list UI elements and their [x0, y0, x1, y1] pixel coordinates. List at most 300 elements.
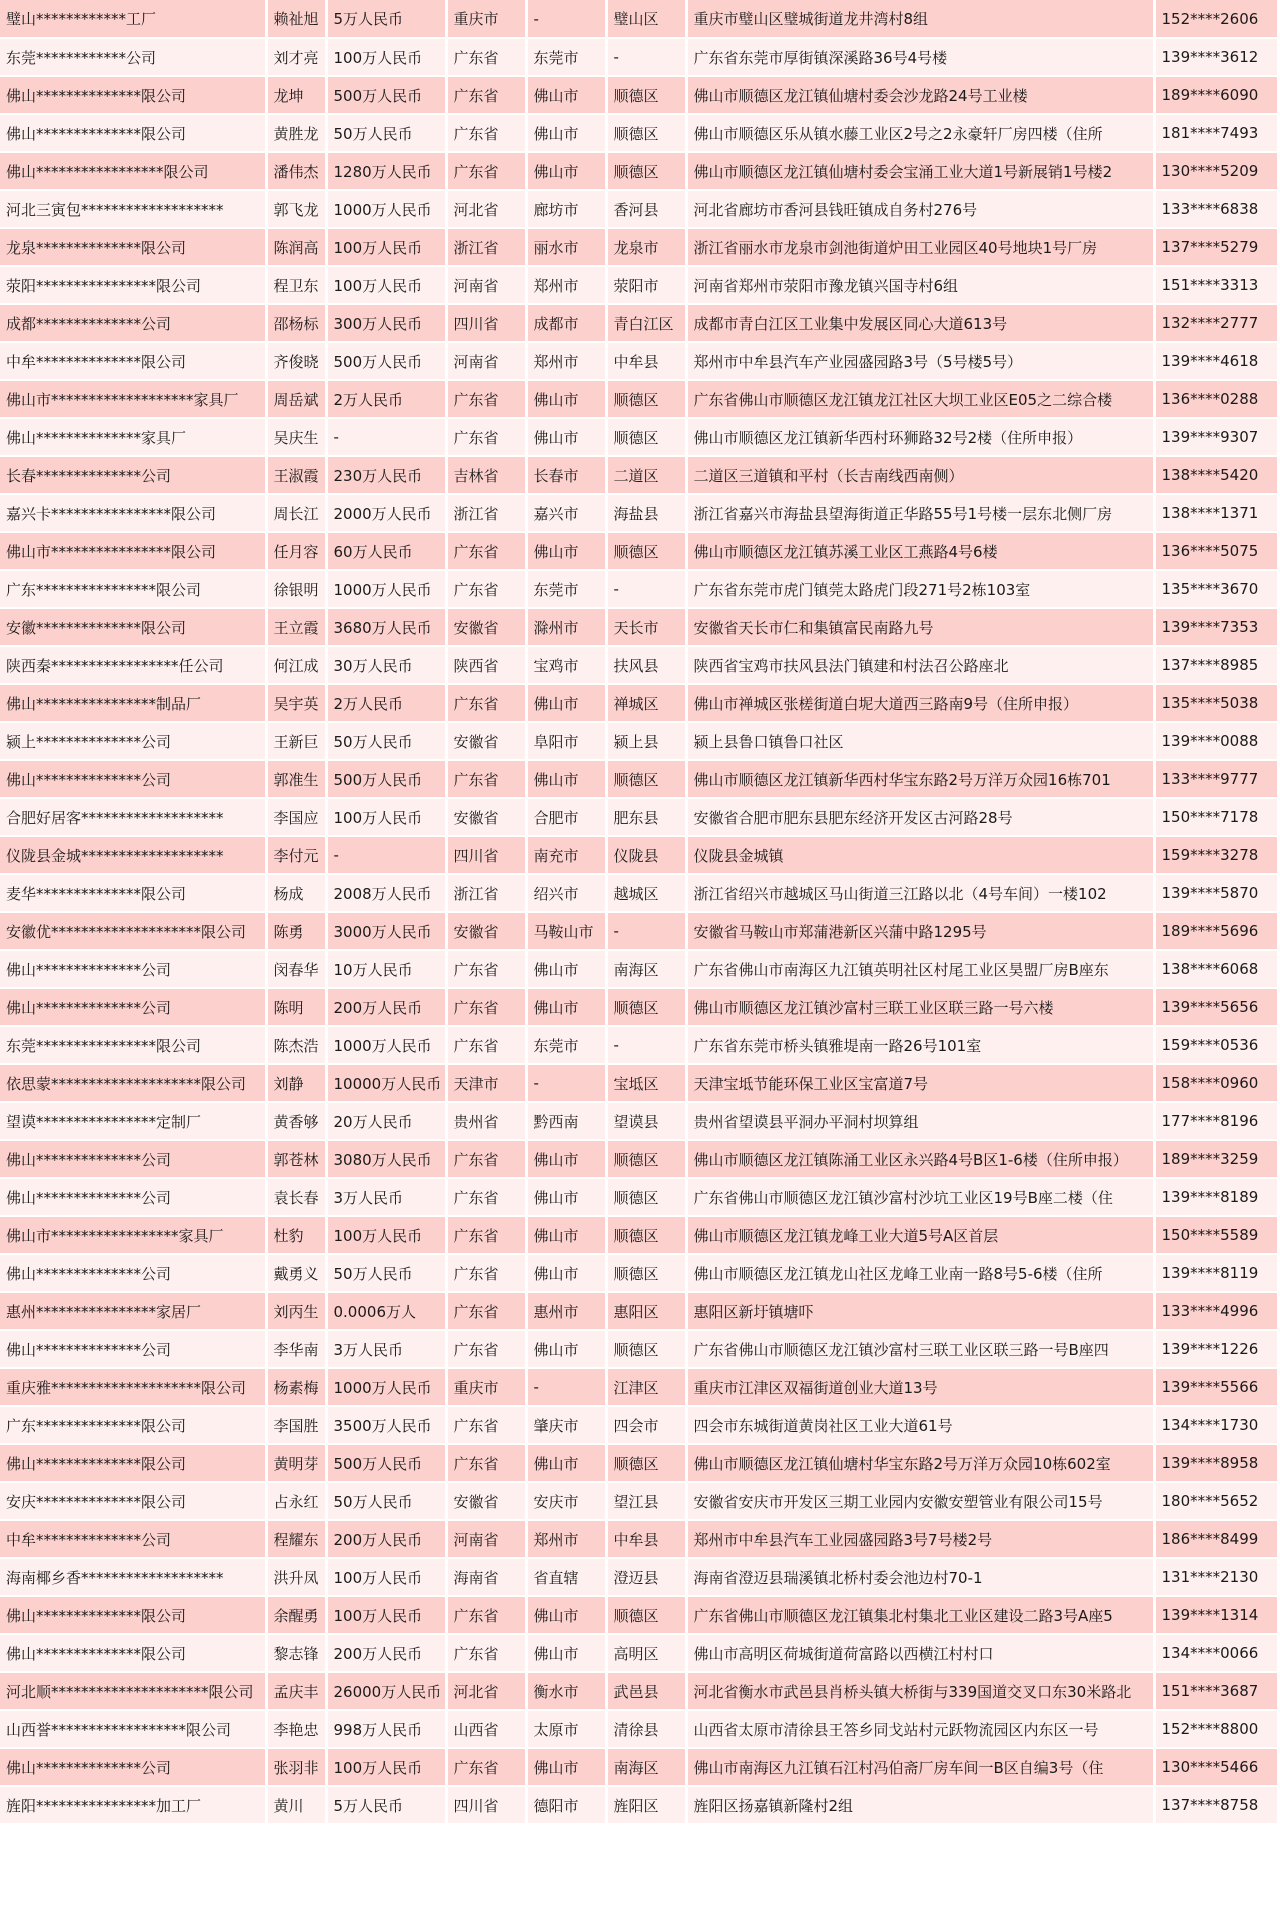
province-cell: 广东省 — [446, 570, 526, 608]
province-cell: 广东省 — [446, 1140, 526, 1178]
table-row — [0, 228, 1277, 266]
legal-rep-cell: 潘伟杰 — [266, 152, 326, 190]
legal-rep-cell: 程卫东 — [266, 266, 326, 304]
table-row — [0, 76, 1277, 114]
registered-capital-cell: 100万人民币 — [326, 1216, 446, 1254]
address-cell: 广东省佛山市顺德区龙江镇龙江社区大坝工业区E05之二综合楼 — [686, 380, 1154, 418]
address-cell: 广东省东莞市虎门镇莞太路虎门段271号2栋103室 — [686, 570, 1154, 608]
legal-rep-cell: 赖祉旭 — [266, 0, 326, 38]
district-cell: 望江县 — [606, 1482, 686, 1520]
address-cell: 山西省太原市清徐县王答乡同戈站村元跃物流园区内东区一号 — [686, 1710, 1154, 1748]
company-name-cell: 璧山************工厂 — [0, 0, 266, 38]
city-cell: 嘉兴市 — [526, 494, 606, 532]
district-cell: 仪陇县 — [606, 836, 686, 874]
district-cell: 顺德区 — [606, 1140, 686, 1178]
district-cell: 肥东县 — [606, 798, 686, 836]
address-cell: 广东省佛山市南海区九江镇英明社区村尾工业区昊盟厂房B座东 — [686, 950, 1154, 988]
city-cell: 佛山市 — [526, 380, 606, 418]
company-name-cell: 东莞************公司 — [0, 38, 266, 76]
city-cell: 佛山市 — [526, 1330, 606, 1368]
city-cell: - — [526, 1064, 606, 1102]
phone-cell: 150****7178 — [1154, 798, 1277, 836]
province-cell: 四川省 — [446, 1786, 526, 1824]
registered-capital-cell: 2008万人民币 — [326, 874, 446, 912]
registered-capital-cell: 3万人民币 — [326, 1330, 446, 1368]
legal-rep-cell: 李国胜 — [266, 1406, 326, 1444]
company-name-cell: 佛山****************制品厂 — [0, 684, 266, 722]
table-row — [0, 1596, 1277, 1634]
city-cell: 佛山市 — [526, 114, 606, 152]
table-row — [0, 38, 1277, 76]
city-cell: 郑州市 — [526, 266, 606, 304]
registered-capital-cell: 3000万人民币 — [326, 912, 446, 950]
phone-cell: 130****5209 — [1154, 152, 1277, 190]
phone-cell: 189****3259 — [1154, 1140, 1277, 1178]
company-name-cell: 佛山**************公司 — [0, 1178, 266, 1216]
city-cell: 省直辖 — [526, 1558, 606, 1596]
company-name-cell: 佛山**************公司 — [0, 1330, 266, 1368]
table-row — [0, 190, 1277, 228]
province-cell: 广东省 — [446, 532, 526, 570]
province-cell: 四川省 — [446, 836, 526, 874]
legal-rep-cell: 齐俊晓 — [266, 342, 326, 380]
city-cell: 衡水市 — [526, 1672, 606, 1710]
registered-capital-cell: 3680万人民币 — [326, 608, 446, 646]
province-cell: 河北省 — [446, 190, 526, 228]
registered-capital-cell: 200万人民币 — [326, 988, 446, 1026]
legal-rep-cell: 余醒勇 — [266, 1596, 326, 1634]
table-row — [0, 532, 1277, 570]
table-row — [0, 722, 1277, 760]
legal-rep-cell: 周长江 — [266, 494, 326, 532]
company-name-cell: 旌阳****************加工厂 — [0, 1786, 266, 1824]
company-name-cell: 惠州****************家居厂 — [0, 1292, 266, 1330]
legal-rep-cell: 任月容 — [266, 532, 326, 570]
city-cell: 成都市 — [526, 304, 606, 342]
phone-cell: 151****3313 — [1154, 266, 1277, 304]
province-cell: 广东省 — [446, 38, 526, 76]
city-cell: 太原市 — [526, 1710, 606, 1748]
city-cell: 德阳市 — [526, 1786, 606, 1824]
district-cell: 顺德区 — [606, 152, 686, 190]
registered-capital-cell: 5万人民币 — [326, 0, 446, 38]
legal-rep-cell: 洪升凤 — [266, 1558, 326, 1596]
table-row — [0, 1634, 1277, 1672]
address-cell: 佛山市顺德区龙江镇沙富村三联工业区联三路一号六楼 — [686, 988, 1154, 1026]
table-row — [0, 1406, 1277, 1444]
province-cell: 贵州省 — [446, 1102, 526, 1140]
company-name-cell: 佛山市*****************家具厂 — [0, 1216, 266, 1254]
district-cell: 望谟县 — [606, 1102, 686, 1140]
registered-capital-cell: 100万人民币 — [326, 1558, 446, 1596]
legal-rep-cell: 李艳忠 — [266, 1710, 326, 1748]
legal-rep-cell: 陈勇 — [266, 912, 326, 950]
province-cell: 广东省 — [446, 988, 526, 1026]
city-cell: 东莞市 — [526, 38, 606, 76]
company-name-cell: 仪陇县金城******************* — [0, 836, 266, 874]
registered-capital-cell: - — [326, 836, 446, 874]
registered-capital-cell: 200万人民币 — [326, 1634, 446, 1672]
registered-capital-cell: 10000万人民币 — [326, 1064, 446, 1102]
district-cell: 香河县 — [606, 190, 686, 228]
company-name-cell: 佛山**************公司 — [0, 1254, 266, 1292]
legal-rep-cell: 刘静 — [266, 1064, 326, 1102]
company-name-cell: 河北三寅包******************* — [0, 190, 266, 228]
table-row — [0, 418, 1277, 456]
registered-capital-cell: 2万人民币 — [326, 380, 446, 418]
table-row — [0, 1482, 1277, 1520]
district-cell: 江津区 — [606, 1368, 686, 1406]
phone-cell: 152****8800 — [1154, 1710, 1277, 1748]
city-cell: 马鞍山市 — [526, 912, 606, 950]
table-row — [0, 1368, 1277, 1406]
phone-cell: 181****7493 — [1154, 114, 1277, 152]
province-cell: 吉林省 — [446, 456, 526, 494]
legal-rep-cell: 黄川 — [266, 1786, 326, 1824]
address-cell: 安徽省马鞍山市郑蒲港新区兴蒲中路1295号 — [686, 912, 1154, 950]
table-row — [0, 1140, 1277, 1178]
district-cell: 顺德区 — [606, 418, 686, 456]
province-cell: 广东省 — [446, 1026, 526, 1064]
registered-capital-cell: 3万人民币 — [326, 1178, 446, 1216]
legal-rep-cell: 黎志锋 — [266, 1634, 326, 1672]
company-name-cell: 安徽**************限公司 — [0, 608, 266, 646]
province-cell: 广东省 — [446, 1216, 526, 1254]
address-cell: 二道区三道镇和平村（长吉南线西南侧） — [686, 456, 1154, 494]
table-row — [0, 950, 1277, 988]
company-name-cell: 合肥好居客******************* — [0, 798, 266, 836]
city-cell: 阜阳市 — [526, 722, 606, 760]
phone-cell: 150****5589 — [1154, 1216, 1277, 1254]
province-cell: 广东省 — [446, 760, 526, 798]
registered-capital-cell: 300万人民币 — [326, 304, 446, 342]
registered-capital-cell: 100万人民币 — [326, 228, 446, 266]
phone-cell: 137****5279 — [1154, 228, 1277, 266]
phone-cell: 189****5696 — [1154, 912, 1277, 950]
province-cell: 河南省 — [446, 266, 526, 304]
registered-capital-cell: 5万人民币 — [326, 1786, 446, 1824]
phone-cell: 139****8189 — [1154, 1178, 1277, 1216]
city-cell: - — [526, 0, 606, 38]
address-cell: 河北省廊坊市香河县钱旺镇成自务村276号 — [686, 190, 1154, 228]
legal-rep-cell: 王新巨 — [266, 722, 326, 760]
address-cell: 仪陇县金城镇 — [686, 836, 1154, 874]
company-name-cell: 佛山**************家具厂 — [0, 418, 266, 456]
address-cell: 浙江省绍兴市越城区马山街道三江路以北（4号车间）一楼102 — [686, 874, 1154, 912]
province-cell: 广东省 — [446, 1444, 526, 1482]
city-cell: 佛山市 — [526, 1216, 606, 1254]
table-row — [0, 760, 1277, 798]
phone-cell: 134****0066 — [1154, 1634, 1277, 1672]
table-row — [0, 304, 1277, 342]
registered-capital-cell: 1000万人民币 — [326, 190, 446, 228]
legal-rep-cell: 杨成 — [266, 874, 326, 912]
district-cell: 顺德区 — [606, 1254, 686, 1292]
province-cell: 广东省 — [446, 1292, 526, 1330]
company-name-cell: 佛山**************公司 — [0, 988, 266, 1026]
phone-cell: 137****8985 — [1154, 646, 1277, 684]
address-cell: 佛山市顺德区龙江镇仙塘村委会沙龙路24号工业楼 — [686, 76, 1154, 114]
address-cell: 浙江省嘉兴市海盐县望海街道正华路55号1号楼一层东北侧厂房 — [686, 494, 1154, 532]
address-cell: 佛山市高明区荷城街道荷富路以西横江村村口 — [686, 1634, 1154, 1672]
district-cell: 璧山区 — [606, 0, 686, 38]
province-cell: 广东省 — [446, 1406, 526, 1444]
phone-cell: 139****8119 — [1154, 1254, 1277, 1292]
phone-cell: 134****1730 — [1154, 1406, 1277, 1444]
city-cell: 佛山市 — [526, 152, 606, 190]
city-cell: 郑州市 — [526, 342, 606, 380]
registered-capital-cell: 50万人民币 — [326, 722, 446, 760]
address-cell: 海南省澄迈县瑞溪镇北桥村委会池边村70-1 — [686, 1558, 1154, 1596]
address-cell: 佛山市顺德区龙江镇新华西村环狮路32号2楼（住所申报） — [686, 418, 1154, 456]
registered-capital-cell: 50万人民币 — [326, 1254, 446, 1292]
address-cell: 安徽省合肥市肥东县肥东经济开发区古河路28号 — [686, 798, 1154, 836]
company-name-cell: 麦华**************限公司 — [0, 874, 266, 912]
company-name-cell: 佛山**************公司 — [0, 760, 266, 798]
district-cell: 青白江区 — [606, 304, 686, 342]
address-cell: 佛山市顺德区龙江镇仙塘村委会宝涌工业大道1号新展销1号楼2 — [686, 152, 1154, 190]
legal-rep-cell: 杨素梅 — [266, 1368, 326, 1406]
table-row — [0, 1330, 1277, 1368]
phone-cell: 133****4996 — [1154, 1292, 1277, 1330]
district-cell: 荥阳市 — [606, 266, 686, 304]
legal-rep-cell: 黄胜龙 — [266, 114, 326, 152]
table-row — [0, 1026, 1277, 1064]
registered-capital-cell: 30万人民币 — [326, 646, 446, 684]
table-row — [0, 1254, 1277, 1292]
address-cell: 陕西省宝鸡市扶风县法门镇建和村法召公路座北 — [686, 646, 1154, 684]
company-name-cell: 荥阳****************限公司 — [0, 266, 266, 304]
table-row — [0, 570, 1277, 608]
city-cell: 佛山市 — [526, 684, 606, 722]
table-row — [0, 1444, 1277, 1482]
address-cell: 河北省衡水市武邑县肖桥头镇大桥街与339国道交叉口东30米路北 — [686, 1672, 1154, 1710]
phone-cell: 177****8196 — [1154, 1102, 1277, 1140]
district-cell: - — [606, 38, 686, 76]
registered-capital-cell: 60万人民币 — [326, 532, 446, 570]
phone-cell: 138****6068 — [1154, 950, 1277, 988]
district-cell: 扶风县 — [606, 646, 686, 684]
phone-cell: 131****2130 — [1154, 1558, 1277, 1596]
city-cell: - — [526, 1368, 606, 1406]
legal-rep-cell: 李华南 — [266, 1330, 326, 1368]
table-row — [0, 836, 1277, 874]
city-cell: 佛山市 — [526, 760, 606, 798]
registered-capital-cell: - — [326, 418, 446, 456]
province-cell: 重庆市 — [446, 0, 526, 38]
province-cell: 陕西省 — [446, 646, 526, 684]
phone-cell: 151****3687 — [1154, 1672, 1277, 1710]
company-name-cell: 佛山**************限公司 — [0, 114, 266, 152]
phone-cell: 138****5420 — [1154, 456, 1277, 494]
city-cell: 合肥市 — [526, 798, 606, 836]
province-cell: 海南省 — [446, 1558, 526, 1596]
legal-rep-cell: 陈润高 — [266, 228, 326, 266]
phone-cell: 132****2777 — [1154, 304, 1277, 342]
address-cell: 天津宝坻节能环保工业区宝富道7号 — [686, 1064, 1154, 1102]
table-row — [0, 874, 1277, 912]
district-cell: - — [606, 570, 686, 608]
address-cell: 河南省郑州市荥阳市豫龙镇兴国寺村6组 — [686, 266, 1154, 304]
district-cell: 武邑县 — [606, 1672, 686, 1710]
province-cell: 广东省 — [446, 684, 526, 722]
phone-cell: 158****0960 — [1154, 1064, 1277, 1102]
phone-cell: 133****9777 — [1154, 760, 1277, 798]
phone-cell: 189****6090 — [1154, 76, 1277, 114]
company-name-cell: 佛山**************公司 — [0, 950, 266, 988]
registered-capital-cell: 0.0006万人 — [326, 1292, 446, 1330]
phone-cell: 152****2606 — [1154, 0, 1277, 38]
registered-capital-cell: 2万人民币 — [326, 684, 446, 722]
address-cell: 成都市青白江区工业集中发展区同心大道613号 — [686, 304, 1154, 342]
table-row — [0, 114, 1277, 152]
registered-capital-cell: 100万人民币 — [326, 1748, 446, 1786]
province-cell: 四川省 — [446, 304, 526, 342]
province-cell: 广东省 — [446, 1330, 526, 1368]
registered-capital-cell: 3080万人民币 — [326, 1140, 446, 1178]
district-cell: 澄迈县 — [606, 1558, 686, 1596]
province-cell: 浙江省 — [446, 494, 526, 532]
province-cell: 广东省 — [446, 418, 526, 456]
legal-rep-cell: 周岳斌 — [266, 380, 326, 418]
district-cell: 顺德区 — [606, 1330, 686, 1368]
legal-rep-cell: 郭准生 — [266, 760, 326, 798]
district-cell: 惠阳区 — [606, 1292, 686, 1330]
city-cell: 丽水市 — [526, 228, 606, 266]
table-row — [0, 912, 1277, 950]
city-cell: 南充市 — [526, 836, 606, 874]
city-cell: 东莞市 — [526, 570, 606, 608]
registered-capital-cell: 100万人民币 — [326, 38, 446, 76]
city-cell: 佛山市 — [526, 1178, 606, 1216]
district-cell: 顺德区 — [606, 532, 686, 570]
registered-capital-cell: 200万人民币 — [326, 1520, 446, 1558]
district-cell: 高明区 — [606, 1634, 686, 1672]
address-cell: 贵州省望谟县平洞办平洞村坝算组 — [686, 1102, 1154, 1140]
province-cell: 广东省 — [446, 114, 526, 152]
district-cell: 中牟县 — [606, 1520, 686, 1558]
table-row — [0, 1672, 1277, 1710]
company-name-cell: 广东****************限公司 — [0, 570, 266, 608]
province-cell: 山西省 — [446, 1710, 526, 1748]
province-cell: 河南省 — [446, 342, 526, 380]
table-row — [0, 1710, 1277, 1748]
district-cell: 颍上县 — [606, 722, 686, 760]
legal-rep-cell: 邵杨标 — [266, 304, 326, 342]
legal-rep-cell: 李付元 — [266, 836, 326, 874]
district-cell: 顺德区 — [606, 1216, 686, 1254]
registered-capital-cell: 100万人民币 — [326, 798, 446, 836]
city-cell: 滁州市 — [526, 608, 606, 646]
city-cell: 佛山市 — [526, 950, 606, 988]
table-row — [0, 266, 1277, 304]
legal-rep-cell: 闵春华 — [266, 950, 326, 988]
address-cell: 佛山市顺德区龙江镇仙塘村华宝东路2号万洋万众园10栋602室 — [686, 1444, 1154, 1482]
district-cell: - — [606, 1026, 686, 1064]
table-row — [0, 1102, 1277, 1140]
company-name-cell: 佛山市****************限公司 — [0, 532, 266, 570]
address-cell: 广东省佛山市顺德区龙江镇沙富村沙坑工业区19号B座二楼（住 — [686, 1178, 1154, 1216]
district-cell: 南海区 — [606, 950, 686, 988]
province-cell: 广东省 — [446, 152, 526, 190]
address-cell: 广东省东莞市桥头镇雅堤南一路26号101室 — [686, 1026, 1154, 1064]
legal-rep-cell: 吴宇英 — [266, 684, 326, 722]
legal-rep-cell: 王淑霞 — [266, 456, 326, 494]
province-cell: 安徽省 — [446, 912, 526, 950]
phone-cell: 159****3278 — [1154, 836, 1277, 874]
address-cell: 颍上县鲁口镇鲁口社区 — [686, 722, 1154, 760]
table-row — [0, 1558, 1277, 1596]
district-cell: 顺德区 — [606, 760, 686, 798]
table-row — [0, 1520, 1277, 1558]
company-name-cell: 颍上**************公司 — [0, 722, 266, 760]
registered-capital-cell: 998万人民币 — [326, 1710, 446, 1748]
city-cell: 廊坊市 — [526, 190, 606, 228]
address-cell: 广东省佛山市顺德区龙江镇沙富村三联工业区联三路一号B座四 — [686, 1330, 1154, 1368]
province-cell: 广东省 — [446, 1178, 526, 1216]
address-cell: 惠阳区新圩镇塘吓 — [686, 1292, 1154, 1330]
phone-cell: 139****9307 — [1154, 418, 1277, 456]
city-cell: 佛山市 — [526, 418, 606, 456]
city-cell: 郑州市 — [526, 1520, 606, 1558]
registered-capital-cell: 1000万人民币 — [326, 570, 446, 608]
city-cell: 佛山市 — [526, 1444, 606, 1482]
company-name-cell: 重庆雅********************限公司 — [0, 1368, 266, 1406]
phone-cell: 139****5870 — [1154, 874, 1277, 912]
legal-rep-cell: 程耀东 — [266, 1520, 326, 1558]
company-name-cell: 佛山**************限公司 — [0, 1444, 266, 1482]
phone-cell: 133****6838 — [1154, 190, 1277, 228]
legal-rep-cell: 吴庆生 — [266, 418, 326, 456]
phone-cell: 137****8758 — [1154, 1786, 1277, 1824]
district-cell: 龙泉市 — [606, 228, 686, 266]
legal-rep-cell: 孟庆丰 — [266, 1672, 326, 1710]
table-row — [0, 608, 1277, 646]
province-cell: 安徽省 — [446, 608, 526, 646]
company-name-cell: 依思蒙********************限公司 — [0, 1064, 266, 1102]
company-name-cell: 山西誉******************限公司 — [0, 1710, 266, 1748]
address-cell: 旌阳区扬嘉镇新隆村2组 — [686, 1786, 1154, 1824]
phone-cell: 139****4618 — [1154, 342, 1277, 380]
address-cell: 佛山市顺德区龙江镇陈涌工业区永兴路4号B区1-6楼（住所申报） — [686, 1140, 1154, 1178]
registered-capital-cell: 26000万人民币 — [326, 1672, 446, 1710]
district-cell: 顺德区 — [606, 380, 686, 418]
province-cell: 天津市 — [446, 1064, 526, 1102]
district-cell: 四会市 — [606, 1406, 686, 1444]
legal-rep-cell: 戴勇义 — [266, 1254, 326, 1292]
legal-rep-cell: 陈杰浩 — [266, 1026, 326, 1064]
legal-rep-cell: 杜豹 — [266, 1216, 326, 1254]
address-cell: 佛山市顺德区龙江镇新华西村华宝东路2号万洋万众园16栋701 — [686, 760, 1154, 798]
company-name-cell: 佛山**************限公司 — [0, 1596, 266, 1634]
district-cell: 顺德区 — [606, 114, 686, 152]
city-cell: 长春市 — [526, 456, 606, 494]
district-cell: 顺德区 — [606, 1596, 686, 1634]
district-cell: 清徐县 — [606, 1710, 686, 1748]
table-row — [0, 1748, 1277, 1786]
company-name-cell: 陕西秦*****************任公司 — [0, 646, 266, 684]
city-cell: 黔西南 — [526, 1102, 606, 1140]
legal-rep-cell: 郭苍林 — [266, 1140, 326, 1178]
registered-capital-cell: 50万人民币 — [326, 1482, 446, 1520]
city-cell: 佛山市 — [526, 76, 606, 114]
address-cell: 重庆市璧山区璧城街道龙井湾村8组 — [686, 0, 1154, 38]
table-row — [0, 152, 1277, 190]
company-name-cell: 龙泉**************限公司 — [0, 228, 266, 266]
province-cell: 河北省 — [446, 1672, 526, 1710]
province-cell: 广东省 — [446, 1596, 526, 1634]
province-cell: 广东省 — [446, 380, 526, 418]
